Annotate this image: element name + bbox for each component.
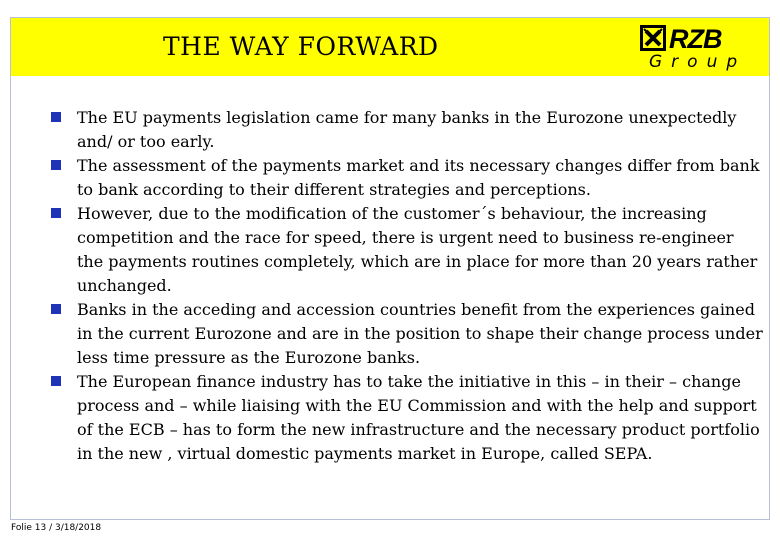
rzb-group-logo	[639, 24, 751, 72]
logo-subtext: Group	[649, 52, 747, 72]
bullet-text: The European finance industry has to take the initiative in this – in their – change process and – while liaising with the EU Commission and with the help and support of the ECB – has to form the new infrastructure and the necessary product portfolio in the new , virtual domestic payments market in Europe, called SEPA.	[77, 372, 760, 463]
square-bullet-icon	[51, 304, 61, 314]
square-bullet-icon	[51, 112, 61, 122]
slide-header	[11, 18, 769, 76]
bullet-text: The EU payments legislation came for many banks in the Eurozone unexpectedly and/ or too early.	[77, 108, 737, 151]
bullet-item	[51, 370, 763, 466]
bullet-text: The assessment of the payments market and its necessary changes differ from bank to bank according to their different strategies and perceptions.	[77, 156, 760, 199]
slide	[10, 17, 770, 520]
bullet-text: However, due to the modification of the customer´s behaviour, the increasing competition and the race for speed, there is urgent need to business re-engineer the payments routines completely, which are in place for more than 20 years rather unchanged.	[77, 204, 758, 295]
square-bullet-icon	[51, 160, 61, 170]
bullet-item	[51, 154, 763, 202]
raiffeisen-cross-icon	[639, 24, 751, 52]
slide-footer: Folie 13 / 3/18/2018	[11, 523, 102, 533]
logo-text: RZB	[669, 24, 722, 52]
bullet-item	[51, 106, 763, 154]
slide-title: THE WAY FORWARD	[163, 32, 439, 61]
bullet-list	[51, 106, 763, 466]
square-bullet-icon	[51, 376, 61, 386]
bullet-item	[51, 298, 763, 370]
bullet-item	[51, 202, 763, 298]
bullet-text: Banks in the acceding and accession countries benefit from the experiences gained in the current Eurozone and are in the position to shape their change process under less time pressure as the Eurozone banks.	[77, 300, 763, 367]
square-bullet-icon	[51, 208, 61, 218]
